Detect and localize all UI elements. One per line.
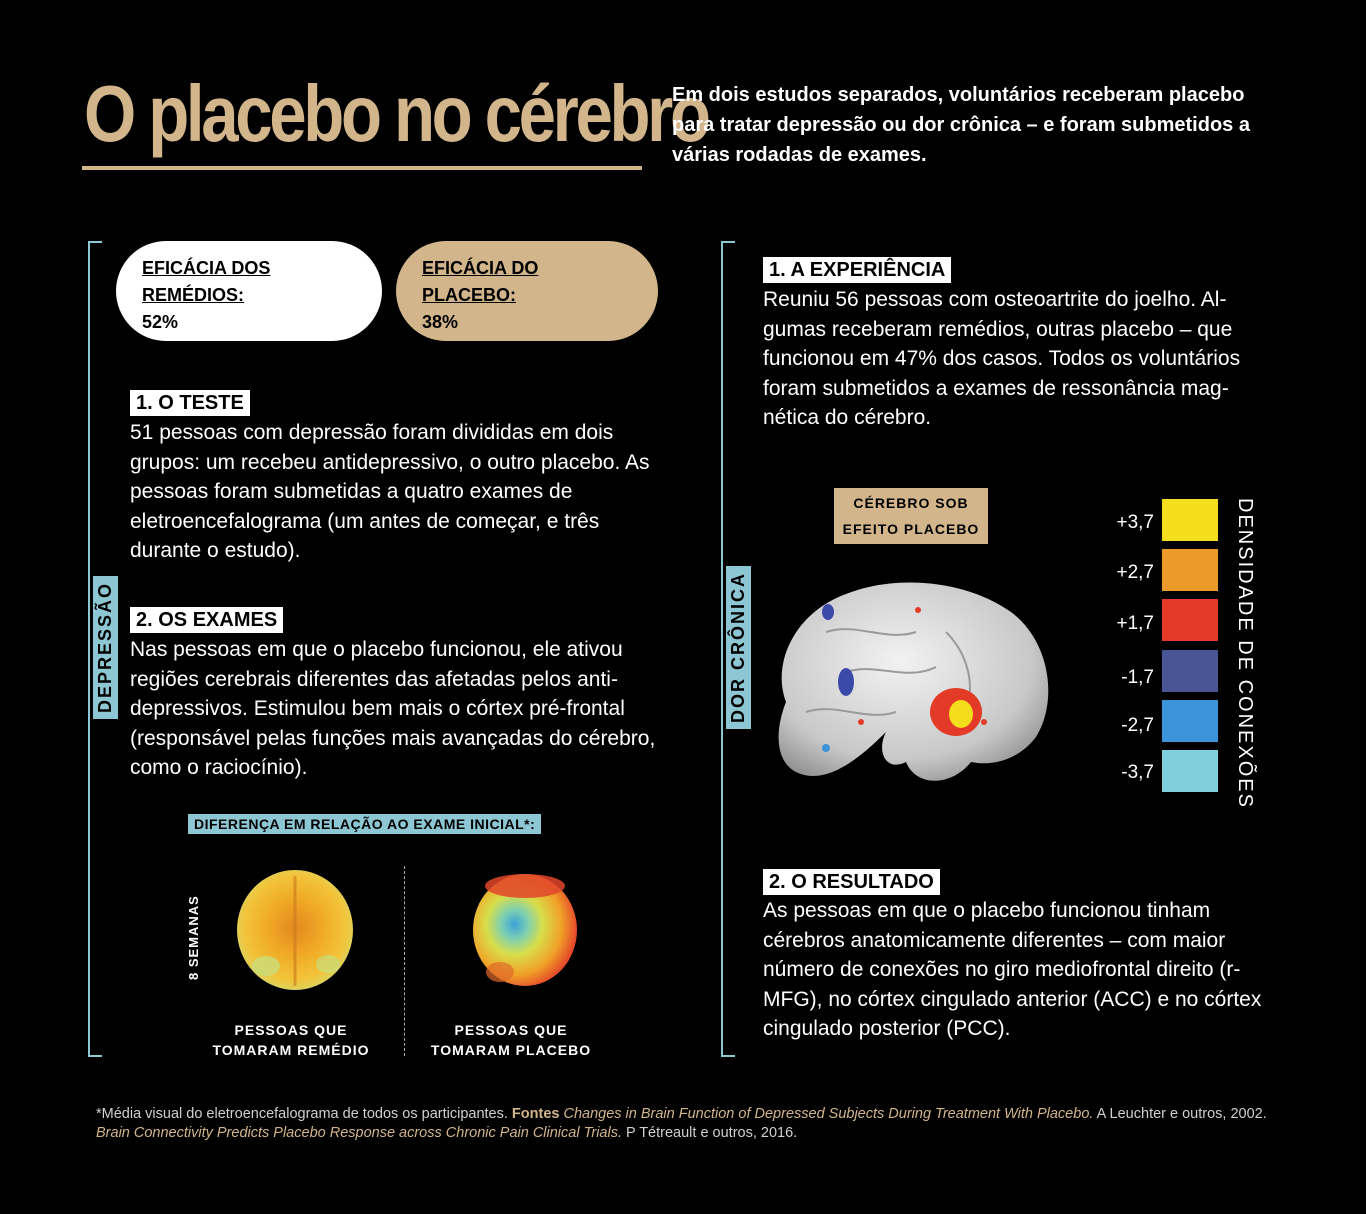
tag-a-experiencia: 1. A EXPERIÊNCIA (763, 257, 951, 283)
eeg-brain-placebo (470, 872, 580, 990)
text-a-experiencia: Reuniu 56 pessoas com osteoartrite do joelho. Al- gumas receberam remédios, outras placebo – que funcionou em 47% dos casos. Todos os voluntários foram submetidos a exames de ressonância mag- nética do cérebro. (763, 288, 1241, 429)
diff-label: DIFERENÇA EM RELAÇÃO AO EXAME INICIAL*: (188, 814, 541, 834)
legend-swatch-1 (1162, 549, 1218, 591)
page-title: O placebo no cérebro (84, 69, 708, 158)
legend-label-3: -1,7 (1121, 667, 1154, 688)
legend-label-2: +1,7 (1116, 613, 1154, 634)
section-label-depressao: DEPRESSÃO (93, 576, 118, 719)
tag-o-resultado: 2. O RESULTADO (763, 869, 940, 895)
intro-text: Em dois estudos separados, voluntários receberam placebo para tratar depressão ou dor crônica – e foram submetidos a várias rodadas de exames. (672, 84, 1250, 166)
pill-placebo-title: EFICÁCIA DO PLACEBO: (422, 258, 539, 305)
tag-os-exames: 2. OS EXAMES (130, 607, 283, 633)
pill-placebo-value: 38% (422, 312, 459, 332)
legend-swatch-5 (1162, 750, 1218, 792)
brain-tag: CÉREBRO SOB EFEITO PLACEBO (834, 488, 988, 544)
mri-brain-image (766, 572, 1056, 812)
pill-remedios-title: EFICÁCIA DOS REMÉDIOS: (142, 258, 271, 305)
footer-note: *Média visual do eletroencefalograma de todos os participantes. (96, 1106, 508, 1122)
footer-source1-title: Changes in Brain Function of Depressed Subjects During Treatment With Placebo. (563, 1106, 1094, 1122)
legend-swatch-3 (1162, 650, 1218, 692)
legend-swatch-0 (1162, 499, 1218, 541)
text-o-resultado: As pessoas em que o placebo funcionou tinham cérebros anatomicamente diferentes – com maior número de conexões no giro mediofrontal direito (r-MFG), no córtex cingulado anterior (ACC) e no córtex cingulado posterior (PCC). (763, 899, 1262, 1040)
pill-remedios-value: 52% (142, 312, 179, 332)
pill-eficacia-placebo (396, 241, 658, 341)
legend-label-4: -2,7 (1121, 715, 1154, 736)
eeg-brain-remedio (230, 866, 360, 996)
footer-source1-authors: A Leuchter e outros, 2002. (1096, 1106, 1267, 1122)
pill-eficacia-remedios (116, 241, 382, 341)
legend-label-0: +3,7 (1116, 512, 1154, 533)
footer-source2-title: Brain Connectivity Predicts Placebo Response across Chronic Pain Clinical Trials. (96, 1125, 622, 1141)
text-o-teste: 51 pessoas com depressão foram divididas em dois grupos: um recebeu antidepressivo, o outro placebo. As pessoas foram submetidas a quatro exames de eletroencefalograma (um antes de começar, e três durante o estudo). (130, 421, 650, 562)
eeg-divider (404, 866, 405, 1056)
legend-swatch-2 (1162, 599, 1218, 641)
caption-placebo: PESSOAS QUE TOMARAM PLACEBO (430, 1022, 592, 1058)
caption-remedio: PESSOAS QUE TOMARAM REMÉDIO (212, 1022, 370, 1058)
section-label-dor-cronica: DOR CRÔNICA (726, 566, 751, 729)
title-underline (82, 166, 642, 170)
footer-sources (96, 1105, 1296, 1143)
legend-label-5: -3,7 (1121, 762, 1154, 783)
legend-label-1: +2,7 (1116, 562, 1154, 583)
weeks-label: 8 SEMANAS (186, 895, 201, 980)
text-os-exames: Nas pessoas em que o placebo funcionou, ele ativou regiões cerebrais diferentes das afetadas pelos anti- depressivos. Estimulou bem mais o córtex pré-frontal (responsável pelas funções mais avançadas do cérebro, como o raciocínio). (130, 638, 656, 779)
tag-o-teste: 1. O TESTE (130, 390, 250, 416)
legend-title: DENSIDADE DE CONEXÕES (1234, 498, 1256, 809)
footer-source2-authors: P Tétreault e outros, 2016. (626, 1125, 798, 1141)
footer-fontes-label: Fontes (511, 1106, 560, 1122)
legend-swatch-4 (1162, 700, 1218, 742)
